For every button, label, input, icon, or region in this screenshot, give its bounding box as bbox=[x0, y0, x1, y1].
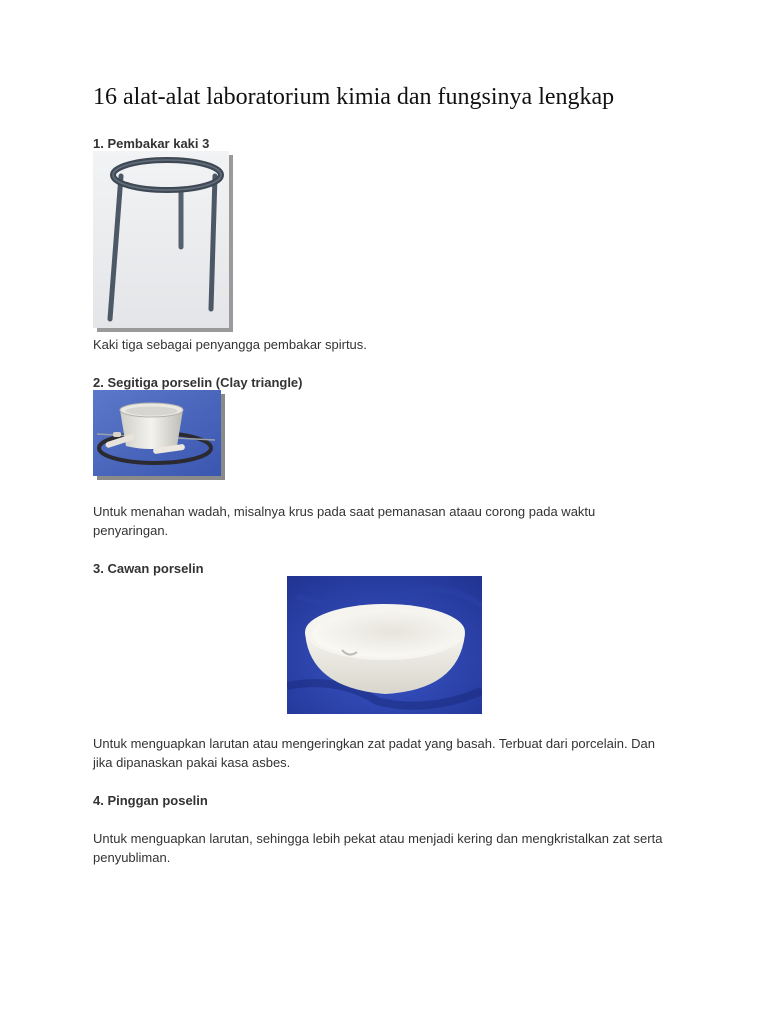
porcelain-dish-image bbox=[287, 576, 482, 714]
section-description-tripod: Kaki tiga sebagai penyangga pembakar spirtus. bbox=[93, 337, 367, 352]
section-description-porcelain-plate: Untuk menguapkan larutan, sehingga lebih pekat atau menjadi kering dan mengkristalkan zat serta penyubliman. bbox=[93, 831, 663, 865]
section-description-clay-triangle: Untuk menahan wadah, misalnya krus pada saat pemanasan ataau corong pada waktu penyaringan. bbox=[93, 504, 596, 538]
clay-triangle-image bbox=[93, 390, 225, 480]
tripod-stand-image bbox=[93, 151, 233, 332]
section-description-porcelain-dish: Untuk menguapkan larutan atau mengeringkan zat padat yang basah. Terbuat dari porcelain. Dan jika dipanaskan pakai kasa asbes. bbox=[93, 736, 656, 770]
section-heading-porcelain-plate: 4. Pinggan poselin bbox=[93, 793, 208, 808]
page-title: 16 alat-alat laboratorium kimia dan fungsinya lengkap bbox=[93, 84, 615, 110]
section-heading-tripod: 1. Pembakar kaki 3 bbox=[93, 136, 210, 151]
section-heading-clay-triangle: 2. Segitiga porselin (Clay triangle) bbox=[93, 375, 303, 390]
section-heading-porcelain-dish: 3. Cawan porselin bbox=[93, 561, 204, 576]
